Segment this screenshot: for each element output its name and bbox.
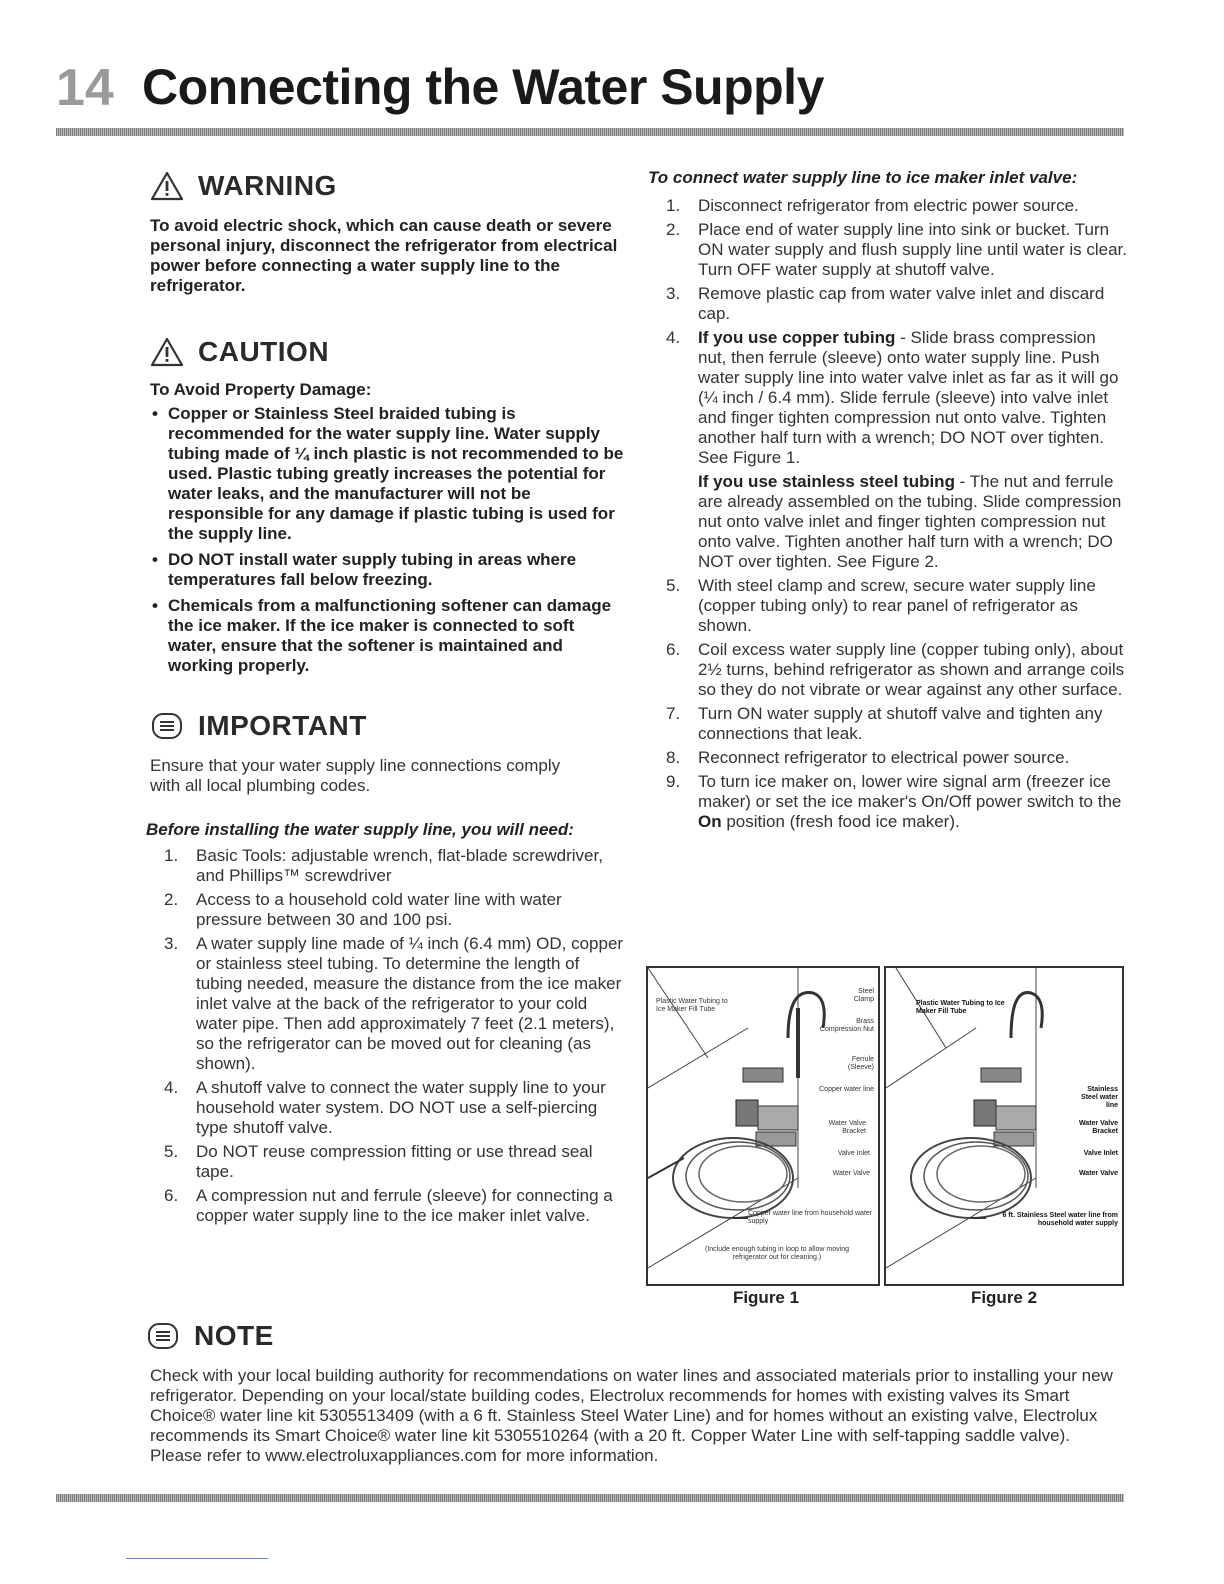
fig1-label-bracket: Water Valve Bracket xyxy=(828,1120,866,1135)
list-item: 2. Place end of water supply line into sink or bucket. Turn ON water supply and flush supply line until water is clear. Turn OFF water supply at shutoff valve. xyxy=(666,220,1127,279)
left-column xyxy=(146,170,626,1230)
list-item: • Copper or Stainless Steel braided tubing is recommended for the water supply line. Water supply tubing made of ¼ inch plastic is not recommended to be used. Plastic tubing greatly increases the potential for water leaks, and the manufacturer will not be responsible for any damage if plastic tubing is used for the supply line. xyxy=(150,404,626,544)
fig1-label-household: Copper water line from household water supply xyxy=(748,1210,873,1225)
caution-subheading: To Avoid Property Damage: xyxy=(150,380,372,399)
fig2-label-bracket: Water Valve Bracket xyxy=(1078,1120,1118,1135)
page-title: Connecting the Water Supply xyxy=(142,59,824,115)
connect-steps xyxy=(648,196,1128,832)
list-item: 4. A shutoff valve to connect the water supply line to your household water system. DO NOT use a self-piercing type shutoff valve. xyxy=(164,1078,606,1137)
stainless-steel-paragraph: If you use stainless steel tubing - The nut and ferrule are already assembled on the tubing. Slide compression nut onto valve inlet and finger tighten compression nut onto valve. Tighten another half turn with a wrench; DO NOT over tighten. See Figure 2. xyxy=(698,472,1122,571)
list-item: 6. Coil excess water supply line (copper tubing only), about 2½ turns, behind refrigerator as shown and arrange coils so they do not vibrate or wear against any other surface. xyxy=(666,640,1125,699)
note-label: NOTE xyxy=(194,1320,274,1351)
fig1-label-include: (Include enough tubing in loop to allow moving refrigerator out for cleaning.) xyxy=(705,1246,849,1261)
warning-header xyxy=(150,170,626,202)
fig1-label-nut: Brass Compression Nut xyxy=(819,1018,874,1033)
note-text: Check with your local building authority for recommendations on water lines and associated materials prior to installing your new refrigerator. Depending on your local/state building codes, Electrolux recommends for homes with existing valves its Smart Choice® water line kit 5305513409 (with a 6 ft. Stainless Steel Water Line) and for homes without an existing valve, Electrolux recommends its Smart Choice® water line kit 5305510264 (with a 20 ft. Copper Water Line with self-tapping saddle valve). Please refer to www.electroluxappliances.com for more information. xyxy=(150,1366,1113,1465)
figure-2 xyxy=(884,966,1124,1286)
note-pad-icon xyxy=(150,711,184,741)
list-item: • DO NOT install water supply tubing in areas where temperatures fall below freezing. xyxy=(150,550,626,590)
connect-heading: To connect water supply line to ice maker inlet valve: xyxy=(648,168,1078,187)
fig2-label-steel: Stainless Steel water line xyxy=(1081,1086,1118,1109)
fig1-label-plastic: Plastic Water Tubing to Ice Maker Fill Tube xyxy=(656,998,728,1013)
note-header xyxy=(146,1320,274,1352)
top-divider xyxy=(56,128,1124,136)
list-item: 4. If you use copper tubing - Slide brass compression nut, then ferrule (sleeve) onto water supply line. Push water supply line into water valve inlet as far as it will go (¼ inch / 6.4 mm). Slide ferrule (sleeve) into valve inlet and finger tighten compression nut onto valve. Tighten another half turn with a wrench; DO NOT over tighten. See Figure 1. If you use stainless steel tubing - The nut and ferrule are already assembled on the tubing. Slide compression nut onto valve inlet and finger tighten compression nut onto valve. Tighten another half turn with a wrench; DO NOT over tighten. See Figure 2. xyxy=(648,328,1128,572)
warning-text: To avoid electric shock, which can cause death or severe personal injury, disconnect the refrigerator from electrical power before connecting a water supply line to the refrigerator. xyxy=(150,216,618,295)
list-item: 2. Access to a household cold water line with water pressure between 30 and 100 psi. xyxy=(164,890,562,929)
list-item: • Chemicals from a malfunctioning softener can damage the ice maker. If the ice maker is connected to soft water, ensure that the softener is maintained and working properly. xyxy=(150,596,626,676)
before-install-heading: Before installing the water supply line, you will need: xyxy=(146,820,574,839)
fig1-label-clamp: Steel Clamp xyxy=(853,988,874,1003)
figure-1 xyxy=(646,966,880,1286)
fig1-label-valve: Water Valve xyxy=(832,1170,870,1177)
caution-label: CAUTION xyxy=(198,336,330,367)
list-item: 3. Remove plastic cap from water valve inlet and discard cap. xyxy=(666,284,1105,323)
note-pad-icon xyxy=(146,1321,180,1351)
fig2-label-household: 6 ft. Stainless Steel water line from household water supply xyxy=(1002,1212,1118,1227)
fig1-label-copper: Copper water line xyxy=(819,1086,874,1093)
fig2-label-inlet: Valve Inlet xyxy=(1083,1150,1118,1157)
list-item: 8. Reconnect refrigerator to electrical power source. xyxy=(666,748,1070,767)
caution-triangle-icon xyxy=(150,337,184,367)
list-item: 7. Turn ON water supply at shutoff valve and tighten any connections that leak. xyxy=(666,704,1103,743)
list-item: 3. A water supply line made of ¼ inch (6.4 mm) OD, copper or stainless steel tubing. To determine the length of tubing needed, measure the distance from the ice maker inlet valve at the back of the refrigerator to your cold water pipe. Then add approximately 7 feet (2.1 meters), so the refrigerator can be moved out for cleaning (as shown). xyxy=(164,934,624,1073)
warning-label: WARNING xyxy=(198,170,337,201)
fig2-label-plastic: Plastic Water Tubing to Ice Maker Fill Tube xyxy=(916,1000,1005,1015)
list-item: 1. Basic Tools: adjustable wrench, flat-blade screwdriver, and Phillips™ screwdriver xyxy=(164,846,603,885)
list-item: 5. Do NOT reuse compression fitting or use thread seal tape. xyxy=(164,1142,593,1181)
list-item: 1. Disconnect refrigerator from electric power source. xyxy=(666,196,1079,215)
footer-link-line xyxy=(126,1558,268,1559)
list-item: 5. With steel clamp and screw, secure water supply line (copper tubing only) to rear panel of refrigerator as shown. xyxy=(666,576,1096,635)
caution-header xyxy=(150,336,626,368)
fig2-label-valve: Water Valve xyxy=(1078,1170,1118,1177)
fig1-label-ferrule: Ferrule (Sleeve) xyxy=(847,1056,874,1071)
page-number: 14 xyxy=(56,59,114,117)
figure-1-caption: Figure 1 xyxy=(732,1288,800,1307)
fig1-label-inlet: Valve Inlet xyxy=(837,1150,870,1157)
caution-list xyxy=(146,404,626,676)
warning-triangle-icon xyxy=(150,171,184,201)
tools-list xyxy=(146,846,626,1226)
bottom-divider xyxy=(56,1494,1124,1502)
right-column xyxy=(648,168,1128,836)
figure-2-caption: Figure 2 xyxy=(970,1288,1038,1307)
important-text: Ensure that your water supply line connections comply with all local plumbing codes. xyxy=(150,756,561,795)
list-item: 6. A compression nut and ferrule (sleeve) for connecting a copper water supply line to the ice maker inlet valve. xyxy=(164,1186,613,1225)
important-header xyxy=(150,710,626,742)
important-label: IMPORTANT xyxy=(198,710,367,741)
list-item: 9. To turn ice maker on, lower wire signal arm (freezer ice maker) or set the ice maker's On/Off power switch to the On position (fresh food ice maker). xyxy=(666,772,1122,831)
